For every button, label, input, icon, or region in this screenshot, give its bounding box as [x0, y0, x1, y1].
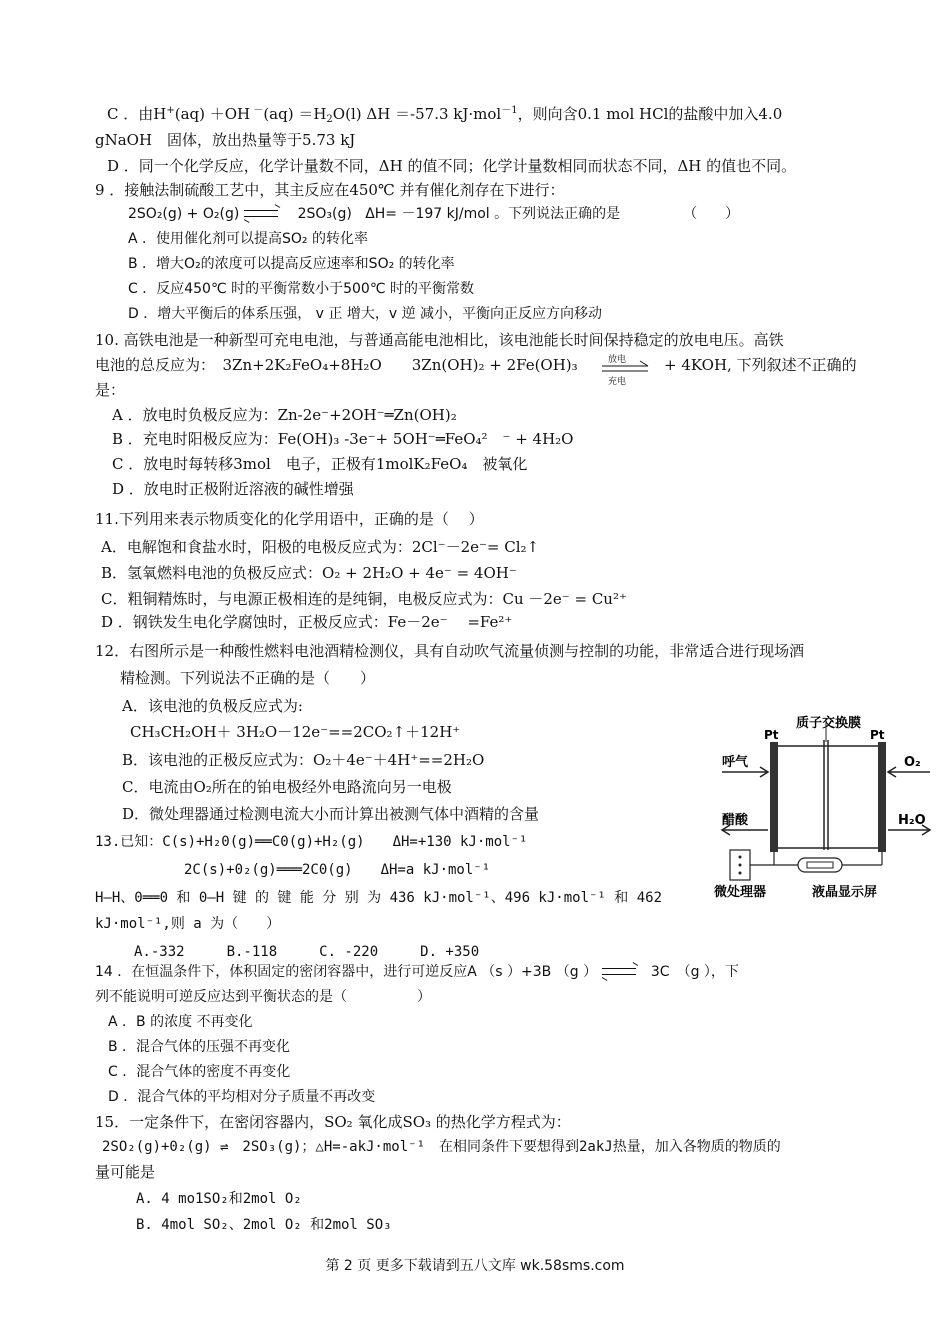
q15-equation: 2SO₂(g)+0₂(g) ⇌ 2SO₃(g)；△H=-akJ·mol⁻¹ 在相同条件下要想得到2akJ热量，加入各物质的物质的 — [102, 1139, 781, 1155]
q8-option-c: C ．由H+(aq) ＋OH $^-(aq) =H_2O(l)$ ΔH ＝-57.3 kJ·mol$^{-1}$，则向含0.1 mol HCl的盐酸中加入4.0 — [107, 105, 783, 125]
q9-option-b: B ．增大O₂的浓度可以提高反应速率和SO₂ 的转化率 — [128, 256, 455, 272]
q14-option-d: D ．混合气体的平均相对分子质量不再改变 — [108, 1089, 376, 1105]
o2-label: O₂ — [904, 755, 921, 770]
q11-option-d: D ．钢铁发生电化学腐蚀时，正极反应式：Fe－2e⁻ =Fe²⁺ — [101, 613, 513, 631]
q15-option-b: B. 4mol SO₂、2mol O₂ 和2mol SO₃ — [136, 1217, 392, 1233]
membrane-label: 质子交换膜 — [796, 716, 862, 731]
q9-stem: 9 ．接触法制硫酸工艺中，其主反应在450℃ 并有催化剂存在下进行： — [95, 181, 565, 199]
q15-option-a: A. 4 mo1SO₂和2mol O₂ — [136, 1191, 302, 1207]
q9-equation: 2SO₂(g) + O₂(g) 2SO₃(g) ΔH= －197 kJ/mol 。下列说法正确的是 （ ） — [128, 206, 740, 222]
q15-stem-end: 量可能是 — [95, 1163, 156, 1181]
q14-stem: 14 ．在恒温条件下，体积固定的密闭容器中，进行可逆反应A （s ）+3B （g ） 3C （g ），下 — [95, 964, 739, 980]
q13-bond-energies: H—H、0══0 和 0—H 键 的 键 能 分 别 为 436 kJ·mol⁻¹、496 kJ·mol⁻¹ 和 462 — [95, 890, 663, 906]
q10-option-b: B ．充电时阳极反应为：Fe(OH)₃ -3e⁻+ 5OH⁻═FeO₄² ⁻ + 4H₂O — [112, 430, 574, 448]
q10-equation-right: + 4KOH, 下列叙述不正确的 — [664, 356, 857, 374]
q11-option-c: C．粗铜精炼时，与电源正极相连的是纯铜，电极反应式为：Cu －2e⁻ = Cu²⁺ — [101, 590, 627, 608]
q14-option-a: A ．B 的浓度 不再变化 — [108, 1014, 253, 1030]
q10-equation-left: 电池的总反应为： 3Zn+2K₂FeO₄+8H₂O 3Zn(OH)₂ + 2Fe(OH)₃ — [95, 356, 578, 374]
fuel-cell-diagram — [712, 700, 934, 904]
pt-left-label: Pt — [764, 728, 779, 742]
q12-stem: 12．右图所示是一种酸性燃料电池酒精检测仪，具有自动吹气流量侦测与控制的功能，非常适合进行现场酒 — [95, 642, 805, 660]
h2o-label: H₂O — [898, 813, 926, 828]
q9-option-c: C ．反应450℃ 时的平衡常数小于500℃ 时的平衡常数 — [128, 281, 475, 297]
acetic-label: 醋酸 — [722, 813, 749, 828]
q12-option-a: A．该电池的负极反应式为: — [122, 697, 303, 715]
q14-option-b: B ．混合气体的压强不再变化 — [108, 1039, 291, 1055]
q15-stem: 15．一定条件下，在密闭容器内，SO₂ 氧化成SO₃ 的热化学方程式为： — [95, 1113, 571, 1131]
q13-stem: 13.已知：C(s)+H₂0(g)══C0(g)+H₂(g) ΔH=+130 kJ·mol⁻¹ — [95, 834, 528, 850]
q12-option-c: C．电流由O₂所在的铂电极经外电路流向另一电极 — [122, 778, 452, 796]
q10-stem: 10. 高铁电池是一种新型可充电电池，与普通高能电池相比，该电池能长时间保持稳定的放电电压。高铁 — [95, 331, 784, 349]
q13-equation-2: 2C(s)+0₂(g)═══2C0(g) ΔH=a kJ·mol⁻¹ — [184, 862, 491, 878]
q11-option-b: B．氢氧燃料电池的负极反应式：O₂ + 2H₂O + 4e⁻ = 4OH⁻ — [101, 564, 517, 582]
q12-option-a-equation: CH₃CH₂OH＋ 3H₂O－12e⁻==2CO₂↑＋12H⁺ — [130, 723, 461, 741]
q13-question: kJ·mol⁻¹,则 a 为（ ） — [95, 916, 281, 932]
q14-stem-cont: 列不能说明可逆反应达到平衡状态的是（ ） — [95, 989, 431, 1005]
q8-option-c-cont: gNaOH 固体，放出热量等于5.73 kJ — [95, 131, 356, 149]
q8-option-d: D ．同一个化学反应，化学计量数不同，ΔH 的值不同；化学计量数相同而状态不同，ΔH 的值也不同。 — [107, 157, 797, 175]
reversible-arrow-icon — [244, 208, 280, 220]
q12-option-d: D．微处理器通过检测电流大小而计算出被测气体中酒精的含量 — [122, 805, 540, 823]
page-footer: 第 2 页 更多下载请到五八文库 wk.58sms.com — [325, 1258, 625, 1274]
q12-option-b: B．该电池的正极反应式为：O₂＋4e⁻＋4H⁺==2H₂O — [122, 751, 485, 769]
pt-right-label: Pt — [870, 728, 885, 742]
q10-option-d: D ．放电时正极附近溶液的碱性增强 — [112, 480, 354, 498]
q14-option-c: C ．混合气体的密度不再变化 — [108, 1064, 291, 1080]
charge-label: 充电 — [608, 377, 627, 387]
q11-stem: 11.下列用来表示物质变化的化学用语中，正确的是（ ） — [95, 510, 484, 528]
q9-option-d: D ．增大平衡后的体系压强， v 正 增大，v 逆 减小，平衡向正反应方向移动 — [128, 306, 603, 322]
discharge-label: 放电 — [608, 355, 627, 365]
charge-discharge-arrow-icon — [596, 352, 654, 388]
lcd-label: 液晶显示屏 — [812, 885, 878, 900]
q11-option-a: A．电解饱和食盐水时，阳极的电极反应式为：2Cl⁻－2e⁻= Cl₂↑ — [101, 538, 540, 556]
q10-stem-end: 是： — [95, 381, 126, 399]
processor-label: 微处理器 — [714, 885, 767, 900]
q12-stem-cont: 精检测。下列说法不正确的是（ ） — [120, 669, 376, 687]
reversible-arrow-icon — [602, 966, 638, 978]
q10-option-a: A ．放电时负极反应为：Zn-2e⁻+2OH⁻═Zn(OH)₂ — [112, 406, 457, 424]
q9-option-a: A ．使用催化剂可以提高SO₂ 的转化率 — [128, 231, 368, 247]
q10-option-c: C ．放电时每转移3mol 电子，正极有1molK₂FeO₄ 被氧化 — [112, 455, 528, 473]
q13-options: A.-332 B.-118 C. -220 D. +350 — [134, 944, 480, 960]
breath-label: 呼气 — [722, 755, 749, 770]
